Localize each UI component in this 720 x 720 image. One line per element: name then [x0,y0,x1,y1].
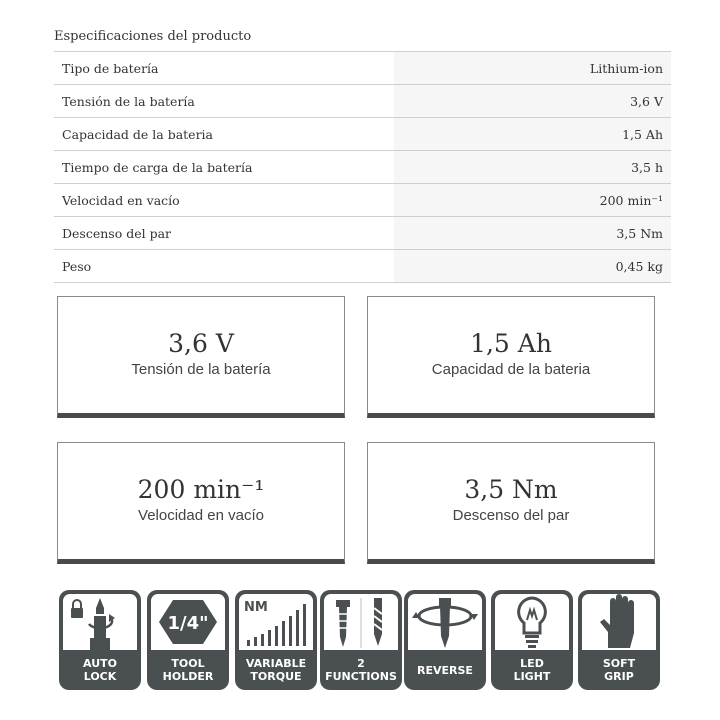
spec-label: Tipo de batería [62,60,159,76]
spec-card-capacity [367,296,655,418]
tool-holder-badge: 1/4" [167,613,209,634]
feature-auto-lock [59,590,141,690]
spec-table [54,51,671,283]
torque-unit: NM [244,600,268,615]
card-value: 200 min⁻¹ [137,475,265,504]
variable-torque-icon [239,594,313,650]
auto-lock-icon [63,594,137,650]
reverse-icon [408,594,482,650]
feature-variable-torque [235,590,317,690]
spec-label: Descenso del par [62,225,171,241]
spec-label: Velocidad en vacío [62,192,180,208]
feature-two-functions [320,590,402,690]
spec-row [54,250,671,283]
spec-card-torque [367,442,655,564]
spec-label: Tensión de la batería [62,93,195,109]
spec-value: 3,6 V [394,85,671,117]
feature-led-light [491,590,573,690]
spec-row [54,217,671,250]
spec-row [54,151,671,184]
spec-label: Capacidad de la bateria [62,126,213,142]
feature-label: SOFT GRIP [602,657,636,683]
feature-reverse [404,590,486,690]
spec-row [54,85,671,118]
two-functions-icon [324,594,398,650]
feature-label: VARIABLE TORQUE [245,657,307,683]
spec-card-voltage [57,296,345,418]
card-value: 3,6 V [168,329,234,358]
feature-label: REVERSE [417,663,473,677]
spec-row [54,118,671,151]
spec-label: Peso [62,258,92,274]
spec-row [54,184,671,217]
tool-holder-icon [151,594,225,650]
card-value: 3,5 Nm [464,475,558,504]
spec-value: Lithium-ion [394,52,671,84]
soft-grip-icon [582,594,656,650]
feature-label: 2 FUNCTIONS [325,657,397,683]
spec-label: Tiempo de carga de la batería [62,159,253,175]
card-value: 1,5 Ah [470,329,552,358]
spec-value: 0,45 kg [394,250,671,282]
spec-value: 3,5 Nm [394,217,671,249]
spec-value: 3,5 h [394,151,671,183]
card-label: Velocidad en vacío [138,507,264,524]
card-label: Tensión de la batería [131,361,271,378]
spec-value: 200 min⁻¹ [394,184,671,216]
spec-value: 1,5 Ah [394,118,671,150]
feature-tool-holder [147,590,229,690]
feature-soft-grip [578,590,660,690]
spec-card-speed [57,442,345,564]
feature-label: AUTO LOCK [83,657,117,683]
feature-label: TOOL HOLDER [162,657,214,683]
spec-row [54,52,671,85]
led-light-icon [495,594,569,650]
spec-title: Especificaciones del producto [54,29,252,44]
card-label: Descenso del par [452,507,570,524]
card-label: Capacidad de la bateria [431,361,591,378]
feature-label: LED LIGHT [513,657,551,683]
